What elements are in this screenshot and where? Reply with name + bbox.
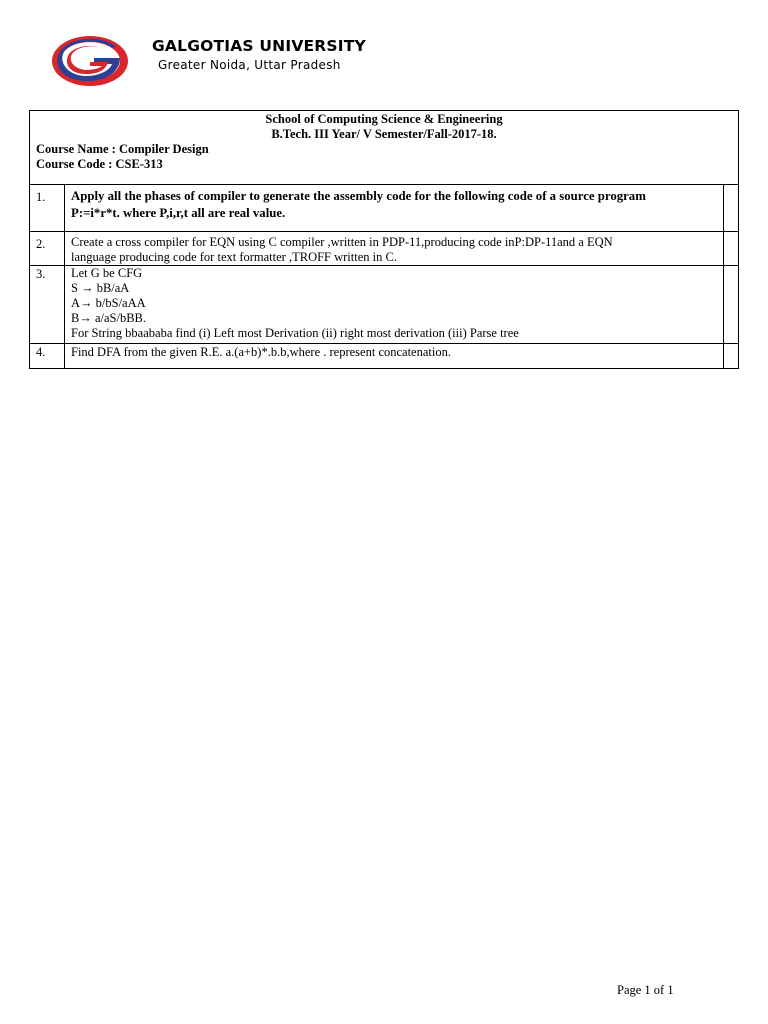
question-text bbox=[71, 345, 721, 360]
course-code: Course Code : CSE-313 bbox=[36, 157, 163, 171]
question-line: P:=i*r*t. where P,i,r,t all are real value. bbox=[71, 206, 286, 220]
question-text bbox=[71, 188, 721, 222]
question-line: Let G be CFG bbox=[71, 266, 143, 280]
school-name: School of Computing Science & Engineering bbox=[265, 112, 503, 126]
column-divider-number bbox=[64, 184, 65, 368]
university-location: Greater Noida, Uttar Pradesh bbox=[158, 58, 341, 72]
course-header bbox=[30, 111, 738, 185]
program-line: B.Tech. III Year/ V Semester/Fall-2017-18. bbox=[271, 127, 497, 141]
question-line: Find DFA from the given R.E. a.(a+b)*.b.b,where . represent concatenation. bbox=[71, 345, 451, 359]
question-line: Create a cross compiler for EQN using C compiler ,written in PDP-11,producing code inP:DP-11and a EQN bbox=[71, 235, 613, 249]
question-row-3 bbox=[30, 266, 738, 344]
question-number: 4. bbox=[36, 345, 46, 359]
course-name: Course Name : Compiler Design bbox=[36, 142, 209, 156]
question-line: For String bbaababa find (i) Left most Derivation (ii) right most derivation (iii) Parse tree bbox=[71, 326, 519, 340]
question-number: 1. bbox=[36, 190, 46, 204]
question-line: language producing code for text formatter ,TROFF written in C. bbox=[71, 250, 397, 264]
question-line: B→ a/aS/bBB. bbox=[71, 311, 147, 325]
question-number: 3. bbox=[36, 267, 46, 281]
question-row-2 bbox=[30, 232, 738, 266]
question-row-4 bbox=[30, 344, 738, 368]
question-paper-table bbox=[29, 110, 739, 369]
question-text bbox=[71, 235, 721, 265]
university-logo bbox=[50, 34, 130, 88]
question-number: 2. bbox=[36, 237, 46, 251]
question-line: Apply all the phases of compiler to generate the assembly code for the following code of a source program bbox=[71, 189, 646, 203]
question-line: S → bB/aA bbox=[71, 281, 130, 295]
question-text bbox=[71, 266, 721, 341]
question-row-1 bbox=[30, 184, 738, 232]
column-divider-marks bbox=[723, 184, 724, 368]
page-number: Page 1 of 1 bbox=[617, 983, 674, 997]
university-name: GALGOTIAS UNIVERSITY bbox=[152, 37, 366, 55]
question-line: A→ b/bS/aAA bbox=[71, 296, 146, 310]
